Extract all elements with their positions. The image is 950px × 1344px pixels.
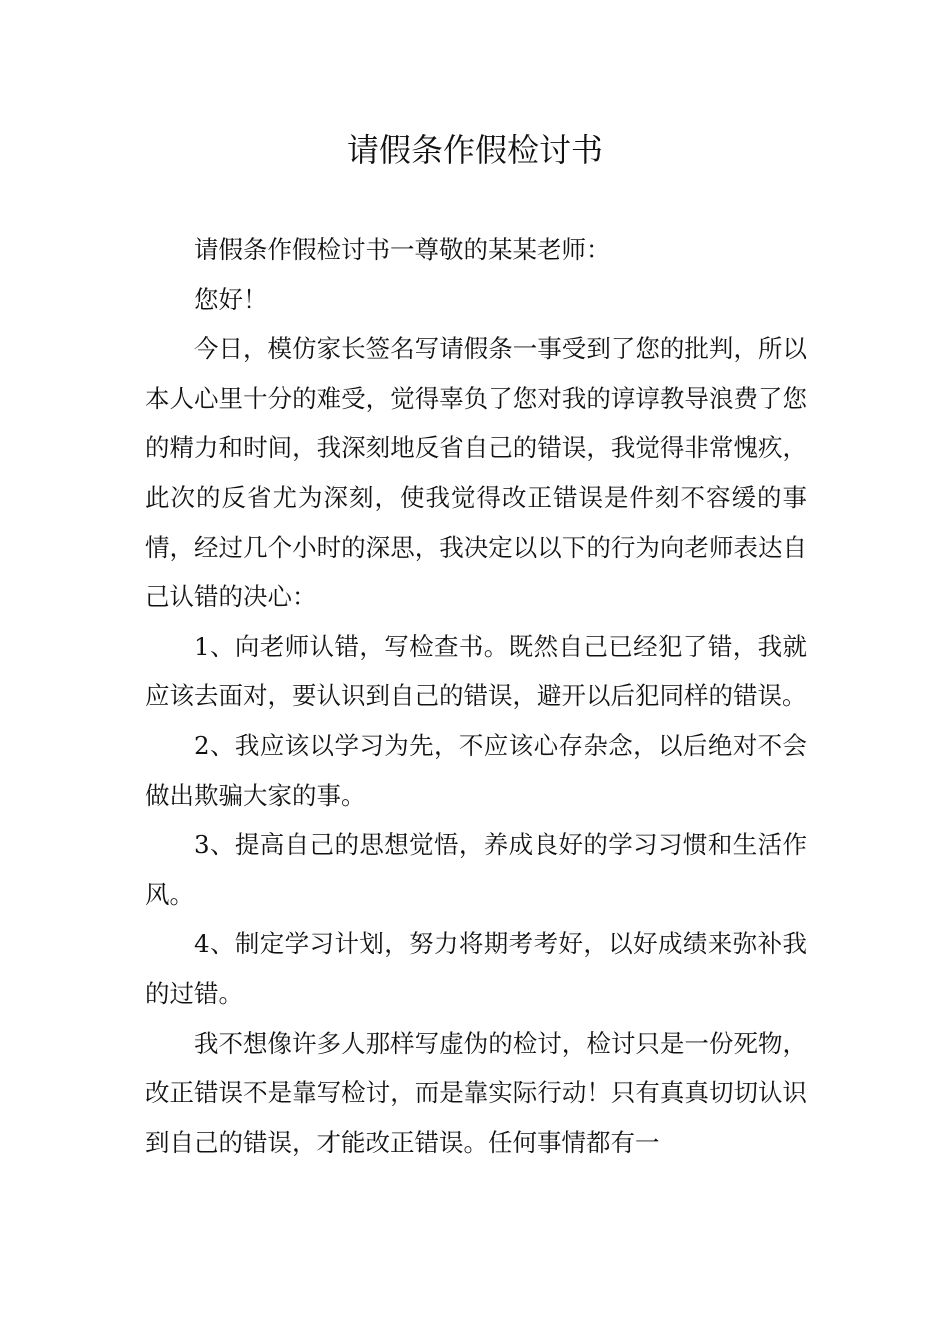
- list-item-4: 4、制定学习计划，努力将期考考好，以好成绩来弥补我的过错。: [145, 929, 807, 1008]
- greeting-paragraph: 您好！: [194, 284, 268, 314]
- body-paragraph: 我不想像许多人那样写虚伪的检讨，检讨只是一份死物，改正错误不是靠写检讨，而是靠实际行动！只有真真切切认识到自己的错误，才能改正错误。任何事情都有一: [145, 1028, 807, 1157]
- list-item-2: 2、我应该以学习为先，不应该心存杂念，以后绝对不会做出欺骗大家的事。: [145, 730, 807, 810]
- salutation-paragraph: 请假条作假检讨书一尊敬的某某老师：: [194, 235, 611, 264]
- list-item-3: 3、提高自己的思想觉悟，养成良好的学习习惯和生活作风。: [145, 830, 807, 909]
- list-item-1: 1、向老师认错，写检查书。既然自己已经犯了错，我就应该去面对，要认识到自己的错误，避开以后犯同样的错误。: [145, 631, 807, 711]
- document-title: 请假条作假检讨书: [346, 131, 603, 169]
- document-body: [145, 225, 807, 1167]
- body-paragraph: 今日，模仿家长签名写请假条一事受到了您的批判，所以本人心里十分的难受，觉得辜负了您对我的谆谆教导浪费了您的精力和时间，我深刻地反省自己的错误，我觉得非常愧疚，此次的反省尤为深刻，使我觉得改正错误是件刻不容缓的事情，经过几个小时的深思，我决定以以下的行为向老师表达自己认错的决心：: [145, 334, 807, 612]
